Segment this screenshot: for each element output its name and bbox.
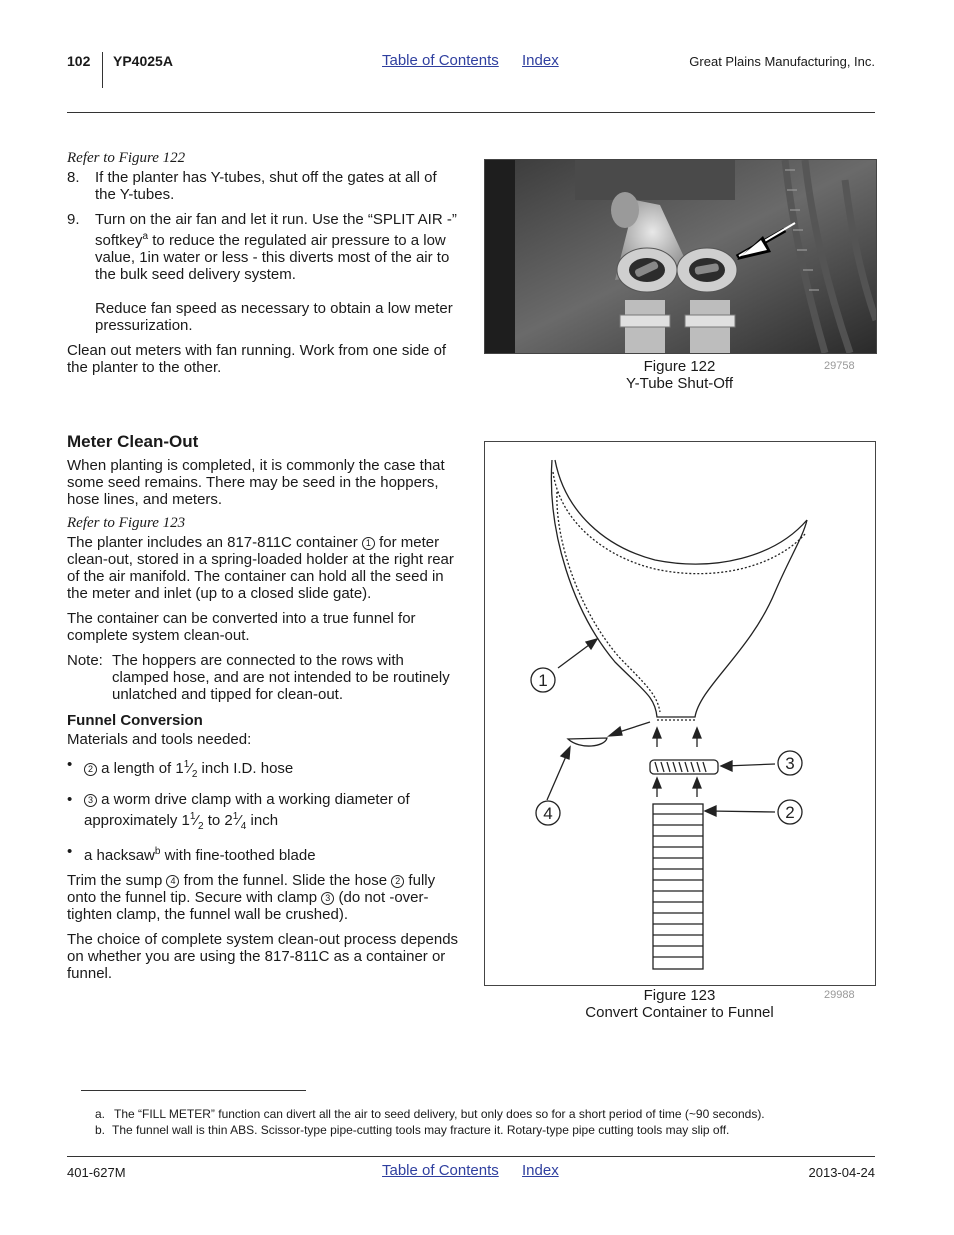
figure-122-title: Y-Tube Shut-Off [625, 375, 733, 392]
bullet-dot: • [67, 791, 73, 808]
trim-d: (do not -over-tighten clamp, the funnel wall be crushed). [67, 889, 429, 923]
frac-num: 1 [183, 759, 190, 770]
footer-index-link[interactable]: Index [522, 1162, 559, 1179]
para-2 [67, 534, 459, 602]
index-link[interactable]: Index [522, 52, 559, 69]
note-label: Note: [67, 652, 103, 669]
note [67, 652, 459, 703]
bullet-hose-b: inch I.D. hose [197, 760, 294, 777]
para-2-a: The planter includes an 817-811C container [67, 534, 362, 551]
bullet-dot: • [67, 756, 73, 773]
doc-number: 401-627M [67, 1165, 126, 1180]
bullet-clamp [67, 791, 459, 835]
footnote-ref-a: a [142, 231, 149, 242]
bullet-clamp-a: a worm drive clamp with a working diameter of approximately 1 [84, 791, 410, 829]
bullet-hacksaw-a: a hacksaw [84, 847, 155, 864]
bullet-hose [67, 756, 459, 783]
bullet-hacksaw [67, 843, 459, 864]
figure-123-title: Convert Container to Funnel [585, 1004, 774, 1021]
figure-122-caption [484, 358, 875, 392]
footnote-a: The “FILL METER” function can divert all the air to seed delivery, but only does so for a short period of time (~90 seconds). [114, 1107, 765, 1121]
bullet-hacksaw-b: with fine-toothed blade [160, 847, 316, 864]
frac-den: 2 [191, 769, 198, 780]
figure-123-id: 29988 [824, 989, 855, 1001]
callout-2-symbol: 2 [84, 763, 97, 776]
step-8-text: If the planter has Y-tubes, shut off the gates at all of the Y-tubes. [95, 169, 437, 203]
trim-text [67, 872, 459, 923]
callout-3-symbol: 3 [321, 892, 334, 905]
bullet-hose-text: 2 a length of $1^1⁄_2$ inch I.D. hose [84, 756, 293, 783]
step-9-extra: Reduce fan speed as necessary to obtain a low meter pressurization. [95, 300, 453, 334]
frac-den: 4 [240, 821, 247, 832]
bullet-dot: • [67, 843, 73, 860]
toc-link[interactable]: Table of Contents [382, 52, 499, 69]
refer-figure-122: Refer to Figure 122 [67, 150, 186, 166]
section-title: Meter Clean-Out [67, 432, 199, 451]
bullet-hose-a: a length of 1 [97, 760, 184, 777]
step-9-number: 9. [67, 211, 80, 228]
header-rule [67, 112, 875, 113]
step-9-text-a: Turn on the air fan and let it run. Use the “SPLIT AIR -” softkey [95, 211, 457, 249]
figure-122-id: 29758 [824, 360, 855, 372]
materials-intro: Materials and tools needed: [67, 731, 252, 748]
note-text: The hoppers are connected to the rows with clamped hose, and are not intended to be routinely unlatched and tipped for clean-out. [112, 652, 450, 703]
footnote-b: The funnel wall is thin ABS. Scissor-type pipe-cutting tools may fracture it. Rotary-type pipe cutting tools may slip off. [112, 1123, 730, 1137]
callout-4-symbol: 4 [166, 875, 179, 888]
step-9-text [95, 211, 459, 283]
footer-rule [67, 1156, 875, 1157]
footnote-ref-b: b [154, 846, 161, 857]
step-8-number: 8. [67, 169, 80, 186]
choice-text: The choice of complete system clean-out process depends on whether you are using the 817-811C as a container or funnel. [67, 931, 459, 982]
company-name: Great Plains Manufacturing, Inc. [689, 54, 875, 69]
bullet-hacksaw-text [84, 843, 316, 864]
para-3: The container can be converted into a true funnel for complete system clean-out. [67, 610, 416, 644]
clean-out-text: Clean out meters with fan running. Work from one side of the planter to the other. [67, 342, 447, 376]
header-divider [102, 52, 103, 88]
frac-num: 1 [189, 811, 196, 822]
page-number: 102 [67, 53, 91, 69]
callout-1-label: 1 [538, 671, 548, 690]
callout-2-symbol: 2 [391, 875, 404, 888]
figure-123-drawing [484, 441, 876, 986]
callout-4-label: 4 [543, 804, 553, 823]
funnel-conversion-title: Funnel Conversion [67, 712, 203, 729]
y-tube-photo-illustration [485, 160, 876, 353]
para-2-b: for meter clean-out, stored in a spring-loaded holder at the right rear of the air manifold. The container can hold all the seed in the meter and inlet (up to a closed slide gate). [67, 534, 454, 602]
callout-2-label: 2 [785, 803, 795, 822]
callout-3-symbol: 3 [84, 794, 97, 807]
callout-1-symbol: 1 [362, 537, 375, 550]
meter-clean-out-section [67, 433, 459, 982]
figure-123-label: Figure 123 [643, 987, 716, 1004]
trim-a: Trim the sump [67, 872, 167, 889]
step-9-text-b: to reduce the regulated air pressure to a low value, 1in water or less - this diverts most of the air to the bulk seed delivery system. [95, 232, 450, 283]
bullet-clamp-b: to 2 [203, 812, 233, 829]
refer-figure-123: Refer to Figure 123 [67, 515, 186, 531]
bullet-clamp-text: 3 a worm drive clamp with a working diameter of approximately $1^1⁄_2$ to $2^1⁄_4$ inch [84, 791, 410, 832]
step-8 [67, 169, 459, 203]
model-name: YP4025A [113, 53, 173, 69]
doc-date: 2013-04-24 [808, 1165, 875, 1180]
callout-3-label: 3 [785, 754, 795, 773]
figure-123-caption [484, 987, 875, 1021]
trim-b: from the funnel. Slide the hose [179, 872, 392, 889]
figure-122-label: Figure 122 [643, 358, 716, 375]
frac-num: 1 [232, 811, 239, 822]
footnote-b-label: b. [95, 1123, 106, 1137]
footnote-a-label: a. [95, 1107, 106, 1121]
funnel-diagram [485, 442, 875, 985]
bullet-clamp-c: inch [246, 812, 279, 829]
figure-122-photo [484, 159, 877, 354]
para-1: When planting is completed, it is commonly the case that some seed remains. There may be seed in the hoppers, hose lines, and meters. [67, 457, 445, 508]
frac-den: 2 [197, 821, 204, 832]
footer-toc-link[interactable]: Table of Contents [382, 1162, 499, 1179]
procedure-steps [67, 150, 459, 376]
footnote-rule [81, 1090, 306, 1091]
step-9 [67, 211, 459, 283]
trim-c: fully onto the funnel tip. Secure with clamp [67, 872, 436, 906]
